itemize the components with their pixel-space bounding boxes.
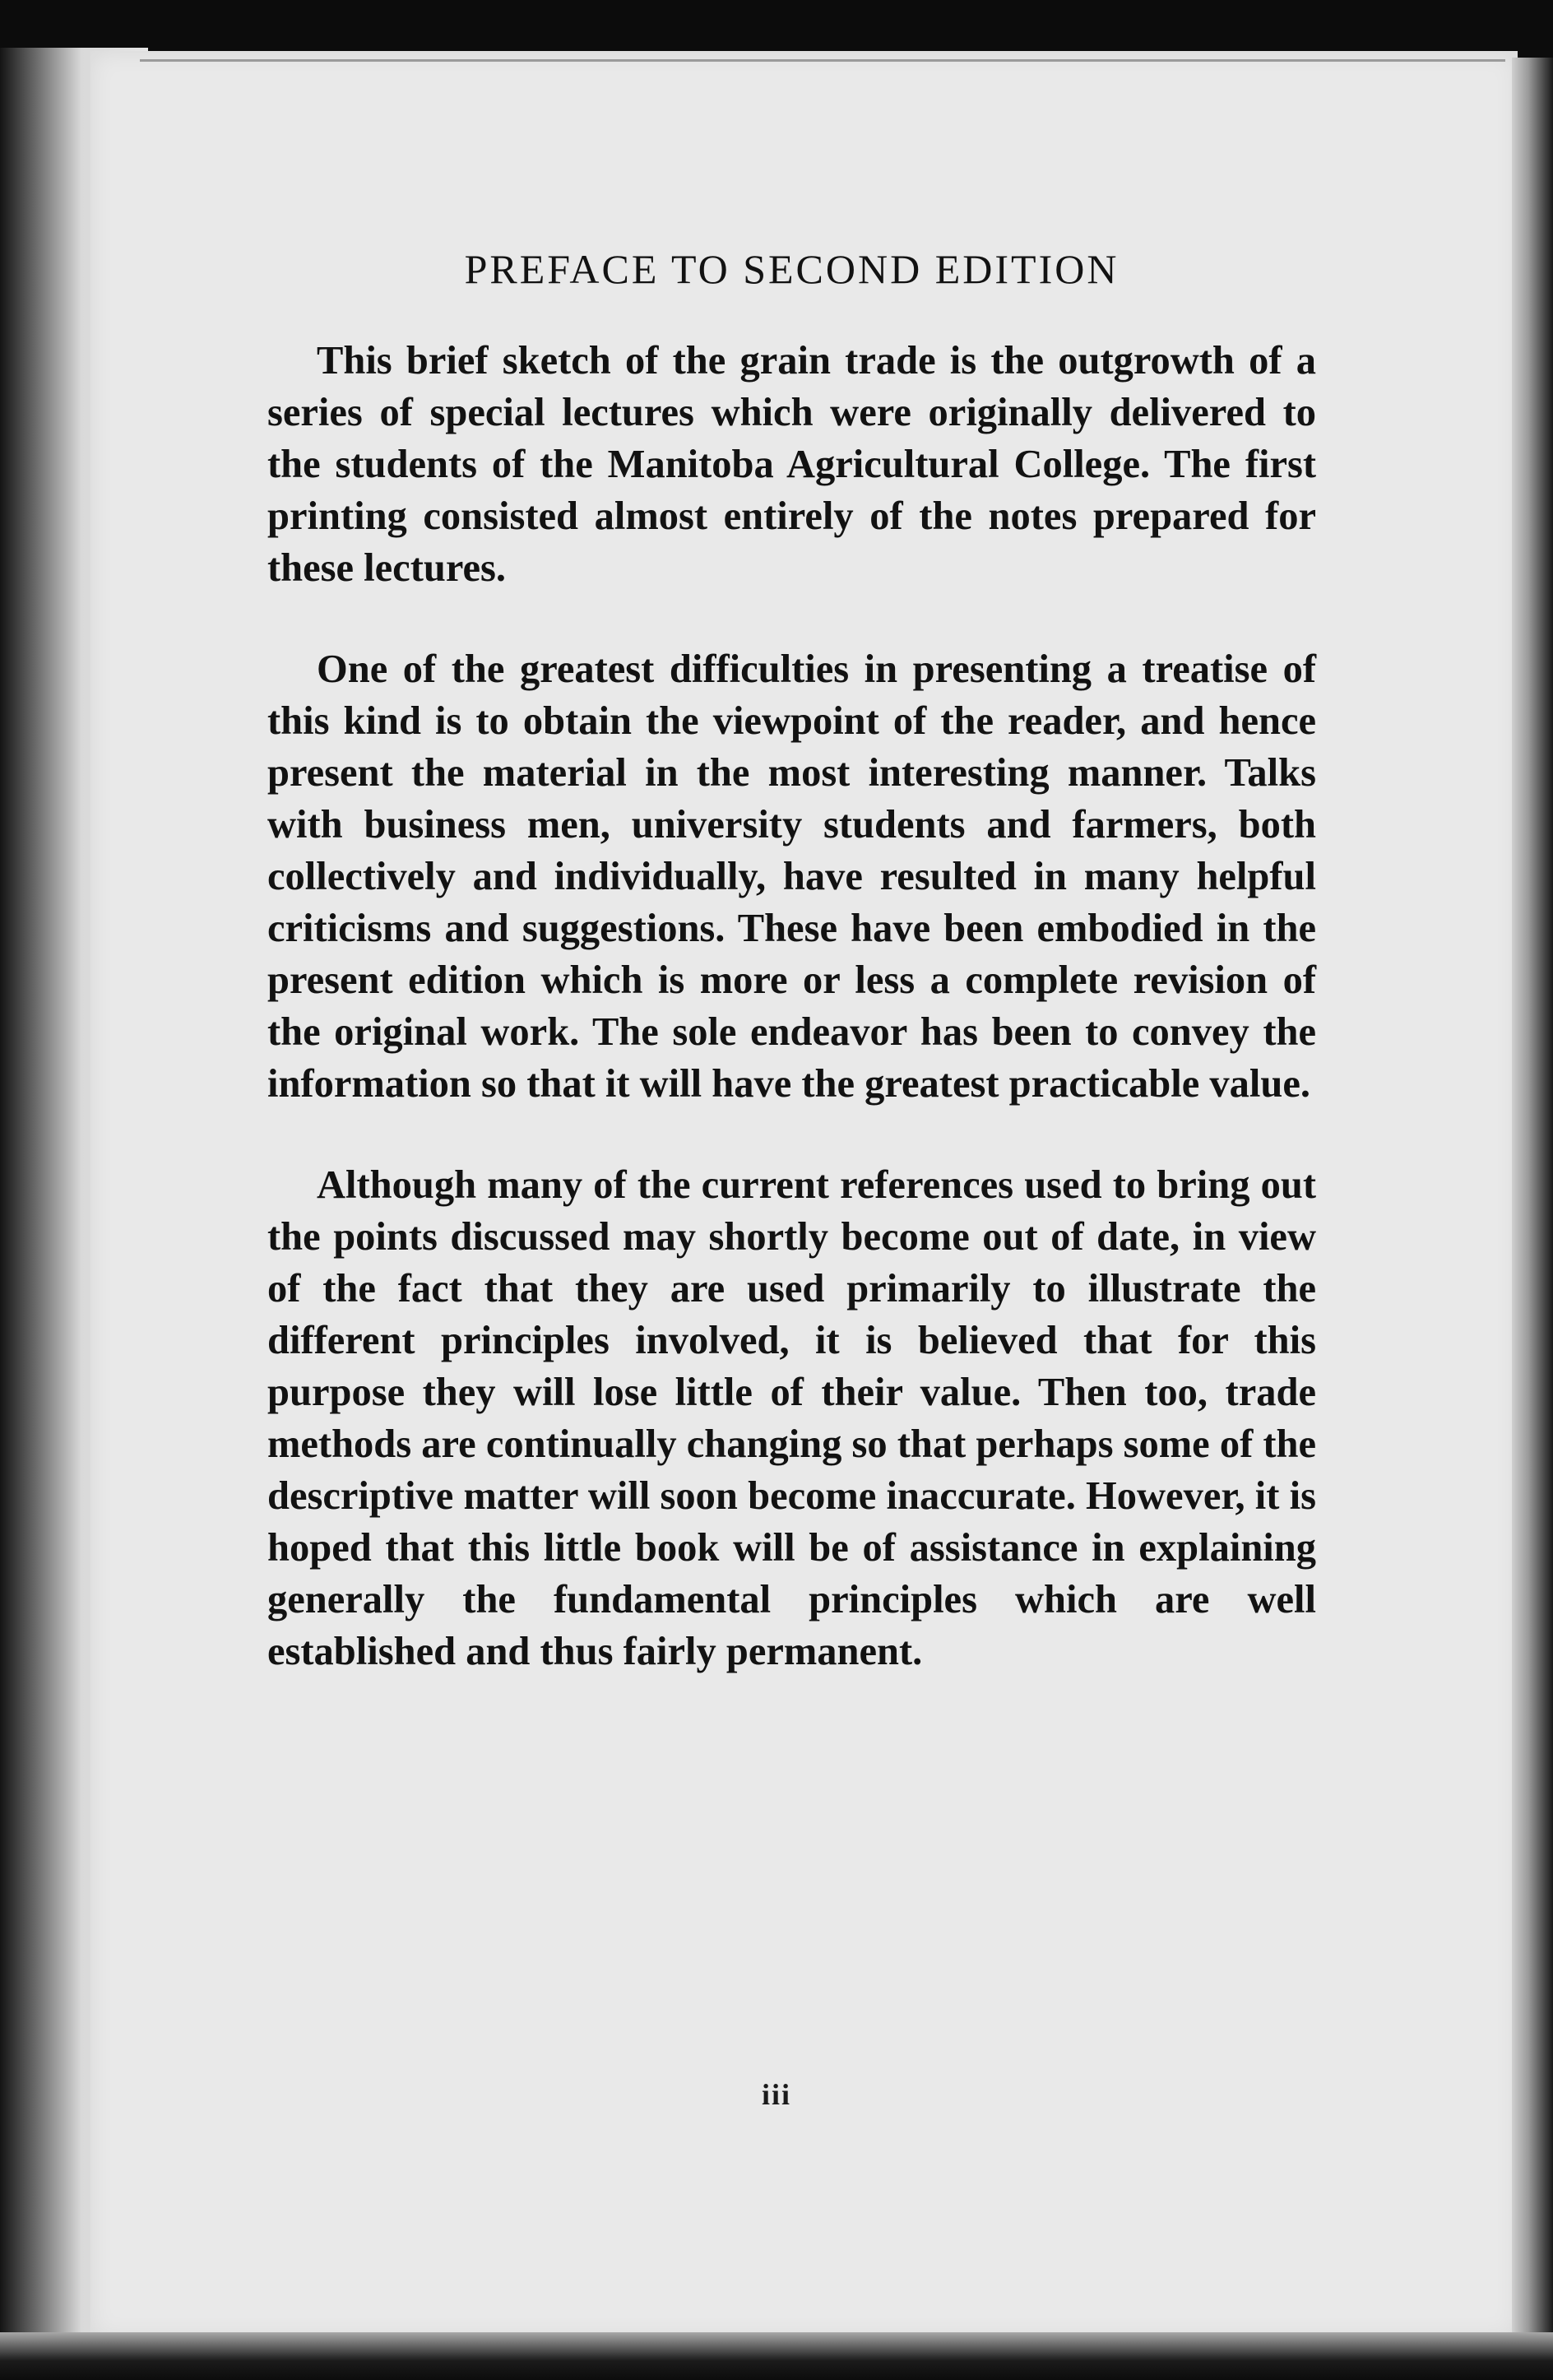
page-right-edge xyxy=(1512,58,1553,2353)
page-bottom-edge xyxy=(0,2332,1553,2380)
page-number: iii xyxy=(761,2078,791,2111)
paragraph-2: One of the greatest difficulties in presenting a treatise of this kind is to obtain the viewpoint of the reader, and hence present the material in the most interesting manner. Talks with business men, university students and farmers, both collectively and individually, have resulted in many helpful criticisms and suggestions. These have been embodied in the present edition which is more or less a complete revision of the original work. The sole endeavor has been to convey the information so that it will have the greatest practicable value. xyxy=(267,647,1316,1106)
page-top-edge xyxy=(140,59,1505,62)
page-heading: PREFACE TO SECOND EDITION xyxy=(464,246,1120,292)
page-text-block xyxy=(267,247,1316,1727)
paragraph-3: Although many of the current references used to bring out the points discussed may shortly become out of date, in view of the fact that they are used primarily to illustrate the different principles involved, it is believed that for this purpose they will lose little of their value. Then too, trade methods are continually changing so that perhaps some of the descriptive matter will soon become inaccurate. However, it is hoped that this little book will be of assistance in explaining generally the fundamental principles which are well established and thus fairly permanent. xyxy=(267,1163,1316,1673)
paragraph-1: This brief sketch of the grain trade is the outgrowth of a series of special lectures which were originally delivered to the students of the Manitoba Agricultural College. The first printing consisted almost entirely of the notes prepared for these lectures. xyxy=(267,339,1316,590)
